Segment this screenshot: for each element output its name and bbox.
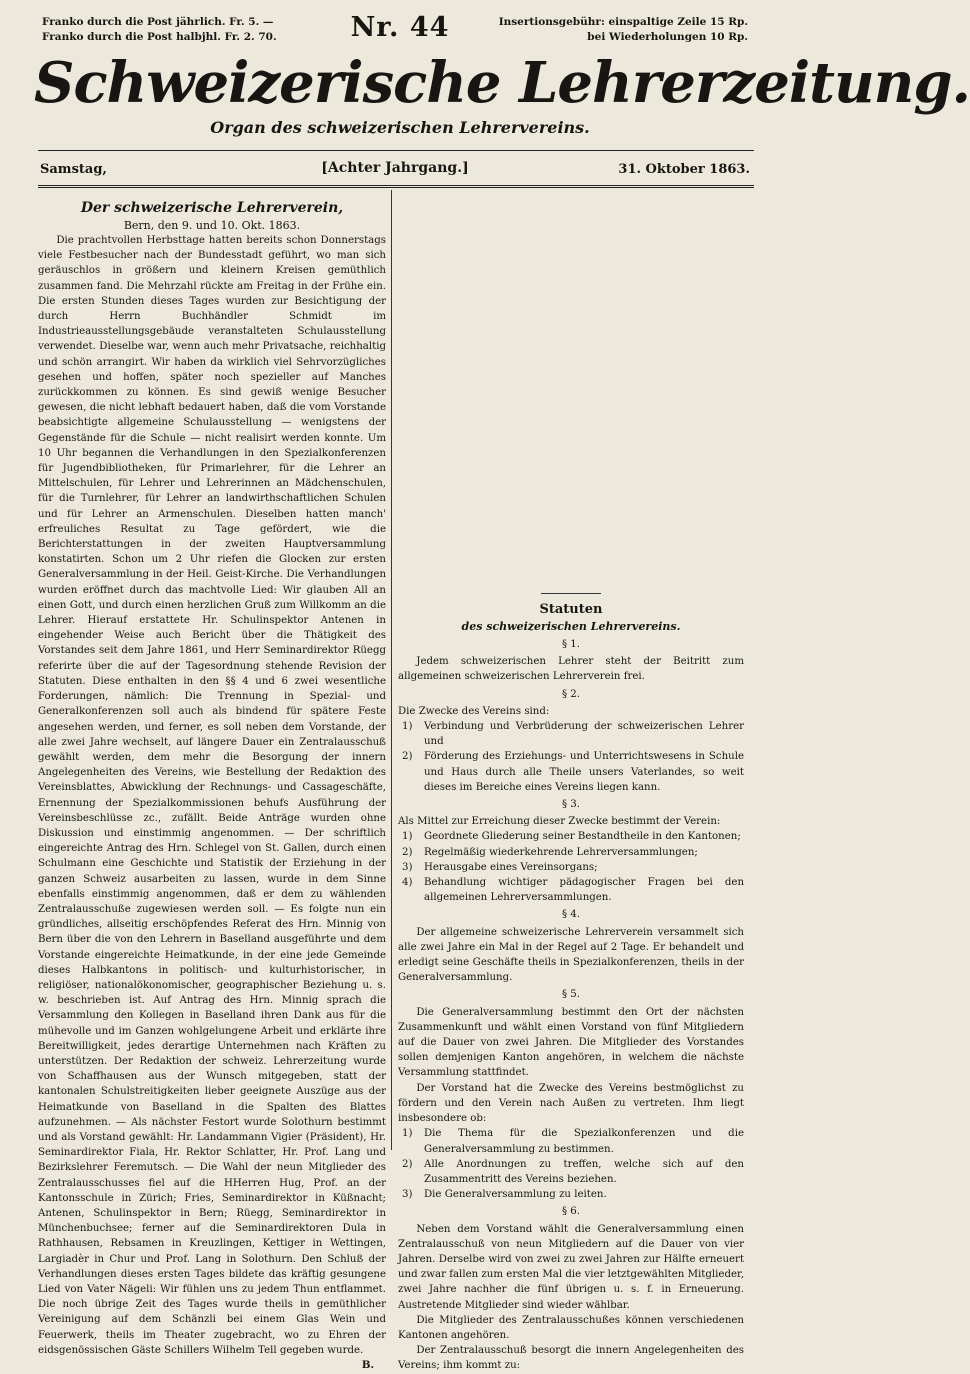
advert-repeat-fee: bei Wiederholungen 10 Rp.: [587, 31, 748, 43]
organ-subtitle: Organ des schweizerischen Lehrervereins.: [210, 118, 590, 137]
advert-fee: Insertionsgebühr: einspaltige Zeile 15 Rp.: [498, 16, 748, 28]
header-double-rule: [38, 185, 754, 188]
list-item: 4) Behandlung wichtiger pädagogischer Fragen bei den allgemeinen Lehrerversammlungen.: [402, 877, 744, 904]
list-item: 2) Regelmäßig wiederkehrende Lehrerversammlungen;: [402, 846, 698, 858]
column-left: [38, 192, 386, 1373]
list-item: 3) Herausgabe eines Vereinsorgans;: [402, 861, 598, 873]
article-body: Die prachtvollen Herbsttage hatten bereits schon Donnerstags viele Festbesucher nach der Bundesstadt geführt, wo man sich geräuschlos in größern und kleinern Kreisen gemüthlich zusammen fand. Die Mehrzahl rückte am Freitag in der Frühe ein. Die ersten Stunden dieses Tages wurden zur Besichtigung der durch Herrn Buchhändler Schmidt im Industrieausstellungsgebäude veranstalteten Schulausstellung verwendet. Dieselbe war, wenn auch mehr Privatsache, reichhaltig und schön arrangirt. Wir haben da wirklich viel Sehrvorzügliches gesehen und hoffen, später noch spezieller auf Manches zurückkommen zu können. Es sind gewiß wenige Besucher gewesen, die nicht lebhaft bedauert haben, daß die vom Vorstande beabsichtigte allgemeine Schulausstellung — wenigstens der Gegenstände für die Schule — nicht realisirt werden konnte. Um 10 Uhr begannen die Verhandlungen in den Spezialkonferenzen für Jugendbibliotheken, für Primarlehrer, für die Lehrer an Mittelschulen, für Lehrer und Lehrerinnen an Mädchenschulen, für die Turnlehrer, für Lehrer an landwirthschaftlichen Schulen und für Lehrer an Armenschulen. Dieselben hatten manch' erfreuliches Resultat zu Tage gefördert, wie die Berichterstattungen in der zweiten Hauptversammlung konstatirten. Schon um 2 Uhr riefen die Glocken zur ersten Generalversammlung in der Heil. Geist-Kirche. Die Verhandlungen wurden eröffnet durch das machtvolle Lied: Wir glauben All an einen Gott, und durch einen herzlichen Gruß zum Willkomm an die Lehrer. Hierauf erstattete Hr. Schulinspektor Antenen in eingehender Weise auch Bericht über die Thätigkeit des Vorstandes seit dem Jahre 1861, und Herr Seminardirektor Rüegg referirte über die auf der Tagesordnung stehende Revision der Statuten. Diese enthalten in den §§ 4 und 6 zwei wesentliche Forderungen, nämlich: Die Trennung in Spezial- und Generalkonferenzen soll auch als bindend für spätere Feste angesehen werden, und ferner, es soll neben dem Vorstande, der alle zwei Jahre wechselt, auf längere Dauer ein Zentralausschuß gewählt werden, dem mehr die Besorgung der innern Angelegenheiten des Vereins, wie Bestellung der Redaktion des Vereinsblattes, Abwicklung der Rechnungs- und Cassageschäfte, Ernennung der Spezialkommissionen behufs Ausführung der Vereinsbeschlüsse zc., zufällt. Beide Anträge wurden ohne Diskussion und einstimmig angenommen. — Der schriftlich eingereichte Antrag des Hrn. Schlegel von St. Gallen, durch einen Schulmann eine Geschichte und Statistik der Erziehung in der ganzen Schweiz ausarbeiten zu lassen, wurde in dem Sinne ebenfalls einstimmig angenommen, daß er dem zu wählenden Zentralausschuße zugewiesen werden soll. — Es folgte nun ein gründliches, allseitig erschöpfendes Referat des Hrn. Minnig von Bern über die von den Lehrern in Baselland ausgeführte und dem Vorstande eingereichte Heimatkunde, in der eine jede Gemeinde dieses Halbkantons in politisch- und kulturhistorischer, in religiöser, nationalökonomischer, geographischer Beziehung u. s. w. beschrieben ist. Auf Antrag des Hrn. Minnig sprach die Versammlung den Kollegen in Baselland ihren Dank aus für die mühevolle und im Ganzen wohlgelungene Arbeit und erklärte ihre Bereitwilligkeit, jedes derartige Unternehmen nach Kräften zu unterstützen. Der Redaktion der schweiz. Lehrerzeitung wurde von Schaffhausen aus der Wunsch mitgegeben, statt der kantonalen Schulstreitigkeiten lieber geeignete Auszüge aus der Heimatkunde von Baselland in die Spalten des Blattes aufzunehmen. — Als nächster Festort wurde Solothurn bestimmt und als Vorstand gewählt: Hr. Landammann Vigier (Präsident), Hr. Seminardirektor Fiala, Hr. Rektor Schlatter, Hr. Prof. Lang und Bezirkslehrer Feremutsch. — Die Wahl der neun Mitglieder des Zentralausschusses fiel auf die HHerren Hug, Prof. an der Kantonsschule in Zürich; Fries, Seminardirektor in Küßnacht; Antenen, Schulinspektor in Bern; Rüegg, Seminardirektor in Münchenbuchsee; ferner auf die Seminardirektoren Dula in Rathhausen, Rebsamen in Kreuzlingen, Kettiger in Wettingen, Largiadèr in Chur und Prof. Lang in Solothurn. Den Schluß der Verhandlungen dieses ersten Tages bildete das kräftig gesungene Lied von Vater Nägeli: Wir fühlen uns zu jedem Thun entflammet. Die noch übrige Zeit des Tages wurde theils in gemüthlicher Vereinigung auf dem Schänzli bei einem Glas Wein und Feuerwerk, theils im Theater zugebracht, wo zu Ehren der eidsgenössischen Gäste Schillers Wilhelm Tell gegeben wurde.: [38, 235, 386, 1356]
volume: [Achter Jahrgang.]: [321, 160, 469, 176]
weekday: Samstag,: [40, 162, 107, 177]
list-item: 1) Verbindung und Verbrüderung der schweizerischen Lehrer und: [402, 721, 744, 748]
article-continuation-space: [398, 192, 744, 584]
statuten-title: Statuten: [539, 602, 603, 617]
list-item: 1) Geordnete Gliederung seiner Bestandtheile in den Kantonen;: [402, 831, 741, 843]
list-item: 3) Die Generalversammlung zu leiten.: [402, 1189, 607, 1201]
list-item: 1) Die Thema für die Spezialkonferenzen und die Generalversammlung zu bestimmen.: [402, 1128, 744, 1155]
article-title: Der schweizerische Lehrerverein,: [80, 200, 344, 216]
section-5-text: Die Generalversammlung bestimmt den Ort der nächsten Zusammenkunft und wählt einen Vorstand von fünf Mitgliedern auf die Dauer von zwei Jahren. Die Mitglieder des Vorstandes sollen demjenigen Kanton angehören, in welchem die nächste Versammlung stattfindet.: [398, 1006, 744, 1079]
section-5-text-2: Der Vorstand hat die Zwecke des Vereins bestmöglichst zu fördern und den Verein nach Außen zu vertreten. Ihm liegt insbesondere ob:: [398, 1082, 744, 1125]
section-3-list: [398, 829, 744, 905]
section-3-intro: Als Mittel zur Erreichung dieser Zwecke bestimmt der Verein:: [398, 816, 721, 828]
section-6-heading: § 6.: [561, 1206, 581, 1218]
article-signature: B.: [361, 1359, 374, 1372]
section-6-text-3: Der Zentralausschuß besorgt die innern Angelegenheiten des Vereins; ihm kommt zu:: [398, 1345, 744, 1372]
section-6-text-2: Die Mitglieder des Zentralausschußes können verschiedenen Kantonen angehören.: [398, 1314, 744, 1341]
column-right: [398, 192, 744, 1374]
section-divider: [541, 593, 601, 594]
section-5-heading: § 5.: [561, 989, 581, 1001]
list-item: 2) Förderung des Erziehungs- und Unterrichtswesens in Schule und Haus durch alle Theile unsers Vaterlandes, so weit dieses im Bereiche eines Vereins liegen kann.: [402, 751, 744, 793]
dateline: [40, 160, 750, 182]
section-6-text: Neben dem Vorstand wählt die Generalversammlung einen Zentralausschuß von neun Mitgliedern auf die Dauer von vier Jahren. Derselbe wird von zwei zu zwei Jahren zur Hälfte erneuert und zwar fallen zum ersten Mal die vier letztgewählten Mitglieder, zwei Jahre nachher die fünf übrigen u. s. f. in Erneuerung. Austretende Mitglieder sind wieder wählbar.: [398, 1223, 744, 1311]
section-4-heading: § 4.: [561, 909, 581, 921]
section-4-text: Der allgemeine schweizerische Lehrerverein versammelt sich alle zwei Jahre ein Mal in der Regel auf 2 Tage. Er behandelt und erledigt seine Geschäfte theils in Spezialkonferenzen, theils in der Generalversammlung.: [398, 926, 744, 984]
advert-info: [499, 15, 748, 45]
issue-date: 31. Oktober 1863.: [618, 162, 750, 177]
masthead-title: Schweizerische Lehrerzeitung.: [34, 50, 970, 116]
statuten-subtitle: des schweizerischen Lehrervereins.: [461, 620, 681, 633]
section-2-heading: § 2.: [561, 688, 581, 700]
section-2-intro: Die Zwecke des Vereins sind:: [398, 705, 550, 717]
subscription-yearly: Franko durch die Post jährlich. Fr. 5. —: [42, 16, 274, 28]
subscription-halfyear: Franko durch die Post halbjhl. Fr. 2. 70.: [42, 31, 277, 43]
article-dateline: Bern, den 9. und 10. Okt. 1863.: [123, 219, 301, 232]
section-5-list: [398, 1126, 744, 1202]
section-1-text: Jedem schweizerischen Lehrer steht der Beitritt zum allgemeinen schweizerischen Lehrerverein frei.: [398, 656, 744, 683]
section-3-heading: § 3.: [561, 799, 581, 811]
header-rule: [38, 150, 754, 151]
column-divider: [391, 190, 392, 1150]
issue-number: Nr. 44: [350, 12, 450, 43]
section-1-heading: § 1.: [561, 639, 581, 650]
section-2-list: [398, 719, 744, 795]
list-item: 2) Alle Anordnungen zu treffen, welche sich auf den Zusammentritt des Vereins beziehen.: [402, 1158, 744, 1185]
